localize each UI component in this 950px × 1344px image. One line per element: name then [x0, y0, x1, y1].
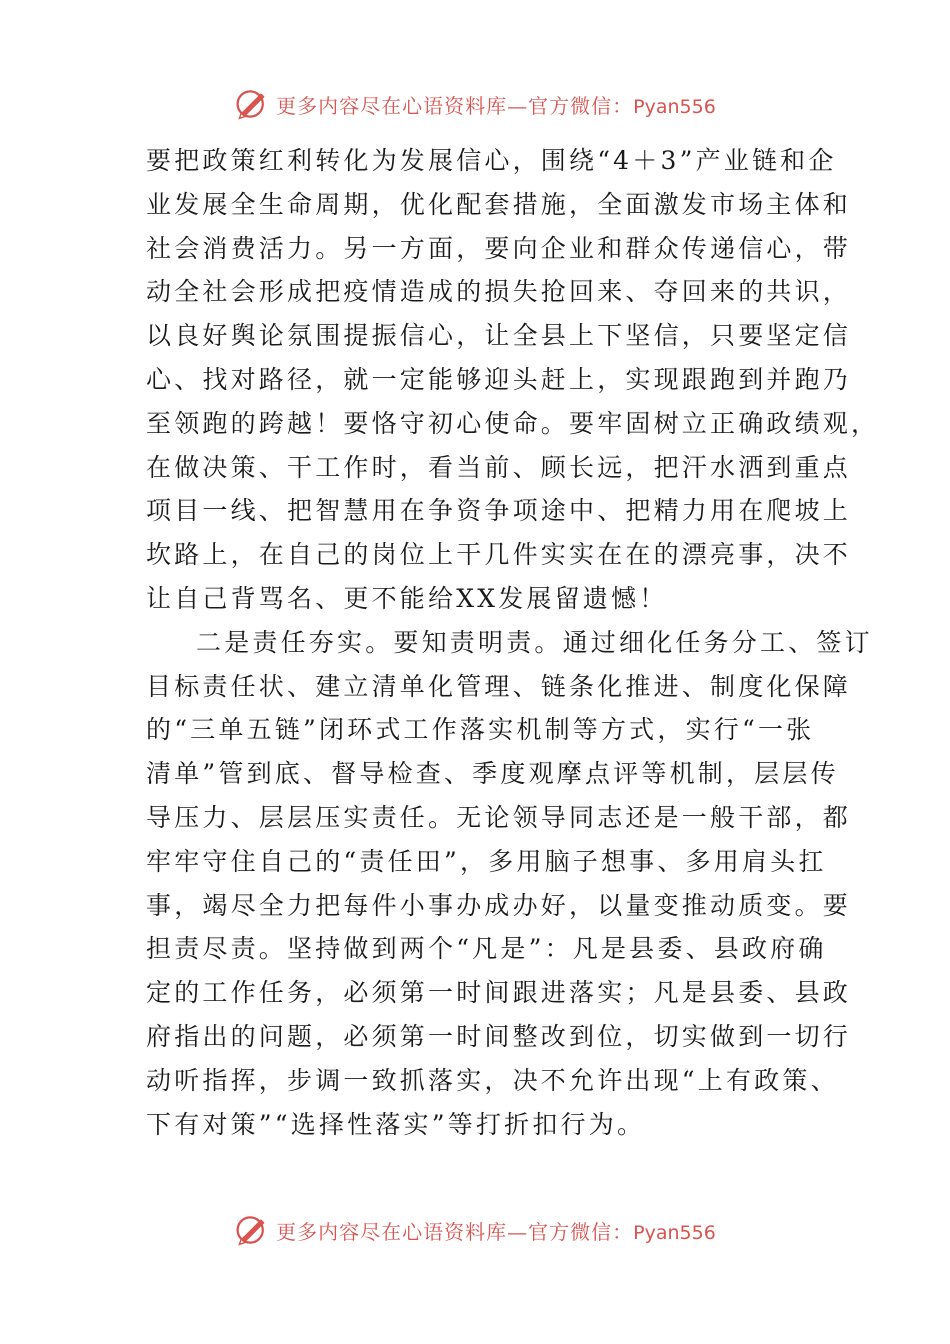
- pen-circle-icon: [234, 86, 270, 122]
- body-line: 在做决策、干工作时，看当前、顾长远，把汗水洒到重点: [146, 452, 852, 482]
- body-line: 事，竭尽全力把每件小事办成办好，以量变推动质变。要: [146, 890, 852, 920]
- body-line: 要把政策红利转化为发展信心，围绕“4＋3”产业链和企: [146, 146, 837, 175]
- body-line: 清单”管到底、督导检查、季度观摩点评等机制，层层传: [146, 759, 839, 789]
- body-line: 的“三单五链”闭环式工作落实机制等方式，实行“一张: [146, 715, 815, 745]
- body-line: 以良好舆论氛围提振信心，让全县上下坚信，只要坚定信: [146, 321, 852, 351]
- body-line: 动全社会形成把疫情造成的损失抢回来、夺回来的共识，: [146, 277, 852, 307]
- body-line: 至领跑的跨越！要恪守初心使命。要牢固树立正确政绩观，: [146, 408, 880, 438]
- header-watermark: [0, 84, 950, 124]
- body-line: 府指出的问题，必须第一时间整改到位，切实做到一切行: [146, 1021, 852, 1051]
- body-line: 让自己背骂名、更不能给XX发展留遗憾！: [146, 583, 668, 613]
- body-line: 定的工作任务，必须第一时间跟进落实；凡是县委、县政: [146, 978, 852, 1008]
- pen-circle-icon: [234, 1212, 270, 1248]
- body-line: 牢牢守住自己的“责任田”，多用脑子想事、多用肩头扛: [146, 846, 827, 876]
- body-line: 心、找对路径，就一定能够迎头赶上，实现跟跑到并跑乃: [146, 364, 852, 394]
- body-line: 导压力、层层压实责任。无论领导同志还是一般干部，都: [146, 802, 852, 832]
- body-line: 社会消费活力。另一方面，要向企业和群众传递信心，带: [146, 233, 852, 263]
- body-line: 项目一线、把智慧用在争资争项途中、把精力用在爬坡上: [146, 496, 852, 526]
- body-line: 担责尽责。坚持做到两个“凡是”：凡是县委、县政府确: [146, 934, 827, 964]
- body-line: 下有对策”“选择性落实”等打折扣行为。: [146, 1109, 646, 1139]
- body-line: 动听指挥，步调一致抓落实，决不允许出现“上有政策、: [146, 1065, 839, 1095]
- paragraph-start-line: 二是责任夯实。要知责明责。通过细化任务分工、签订: [196, 627, 873, 657]
- body-line: 坎路上，在自己的岗位上干几件实实在在的漂亮事，决不: [146, 540, 852, 570]
- document-body: [146, 139, 880, 1146]
- body-line: 目标责任状、建立清单化管理、链条化推进、制度化保障: [146, 671, 852, 701]
- footer-watermark: [0, 1210, 950, 1250]
- watermark-text: 更多内容尽在心语资料库—官方微信：Pyan556: [276, 93, 716, 118]
- body-line: 业发展全生命周期，优化配套措施，全面激发市场主体和: [146, 189, 852, 219]
- watermark-text: 更多内容尽在心语资料库—官方微信：Pyan556: [276, 1219, 716, 1244]
